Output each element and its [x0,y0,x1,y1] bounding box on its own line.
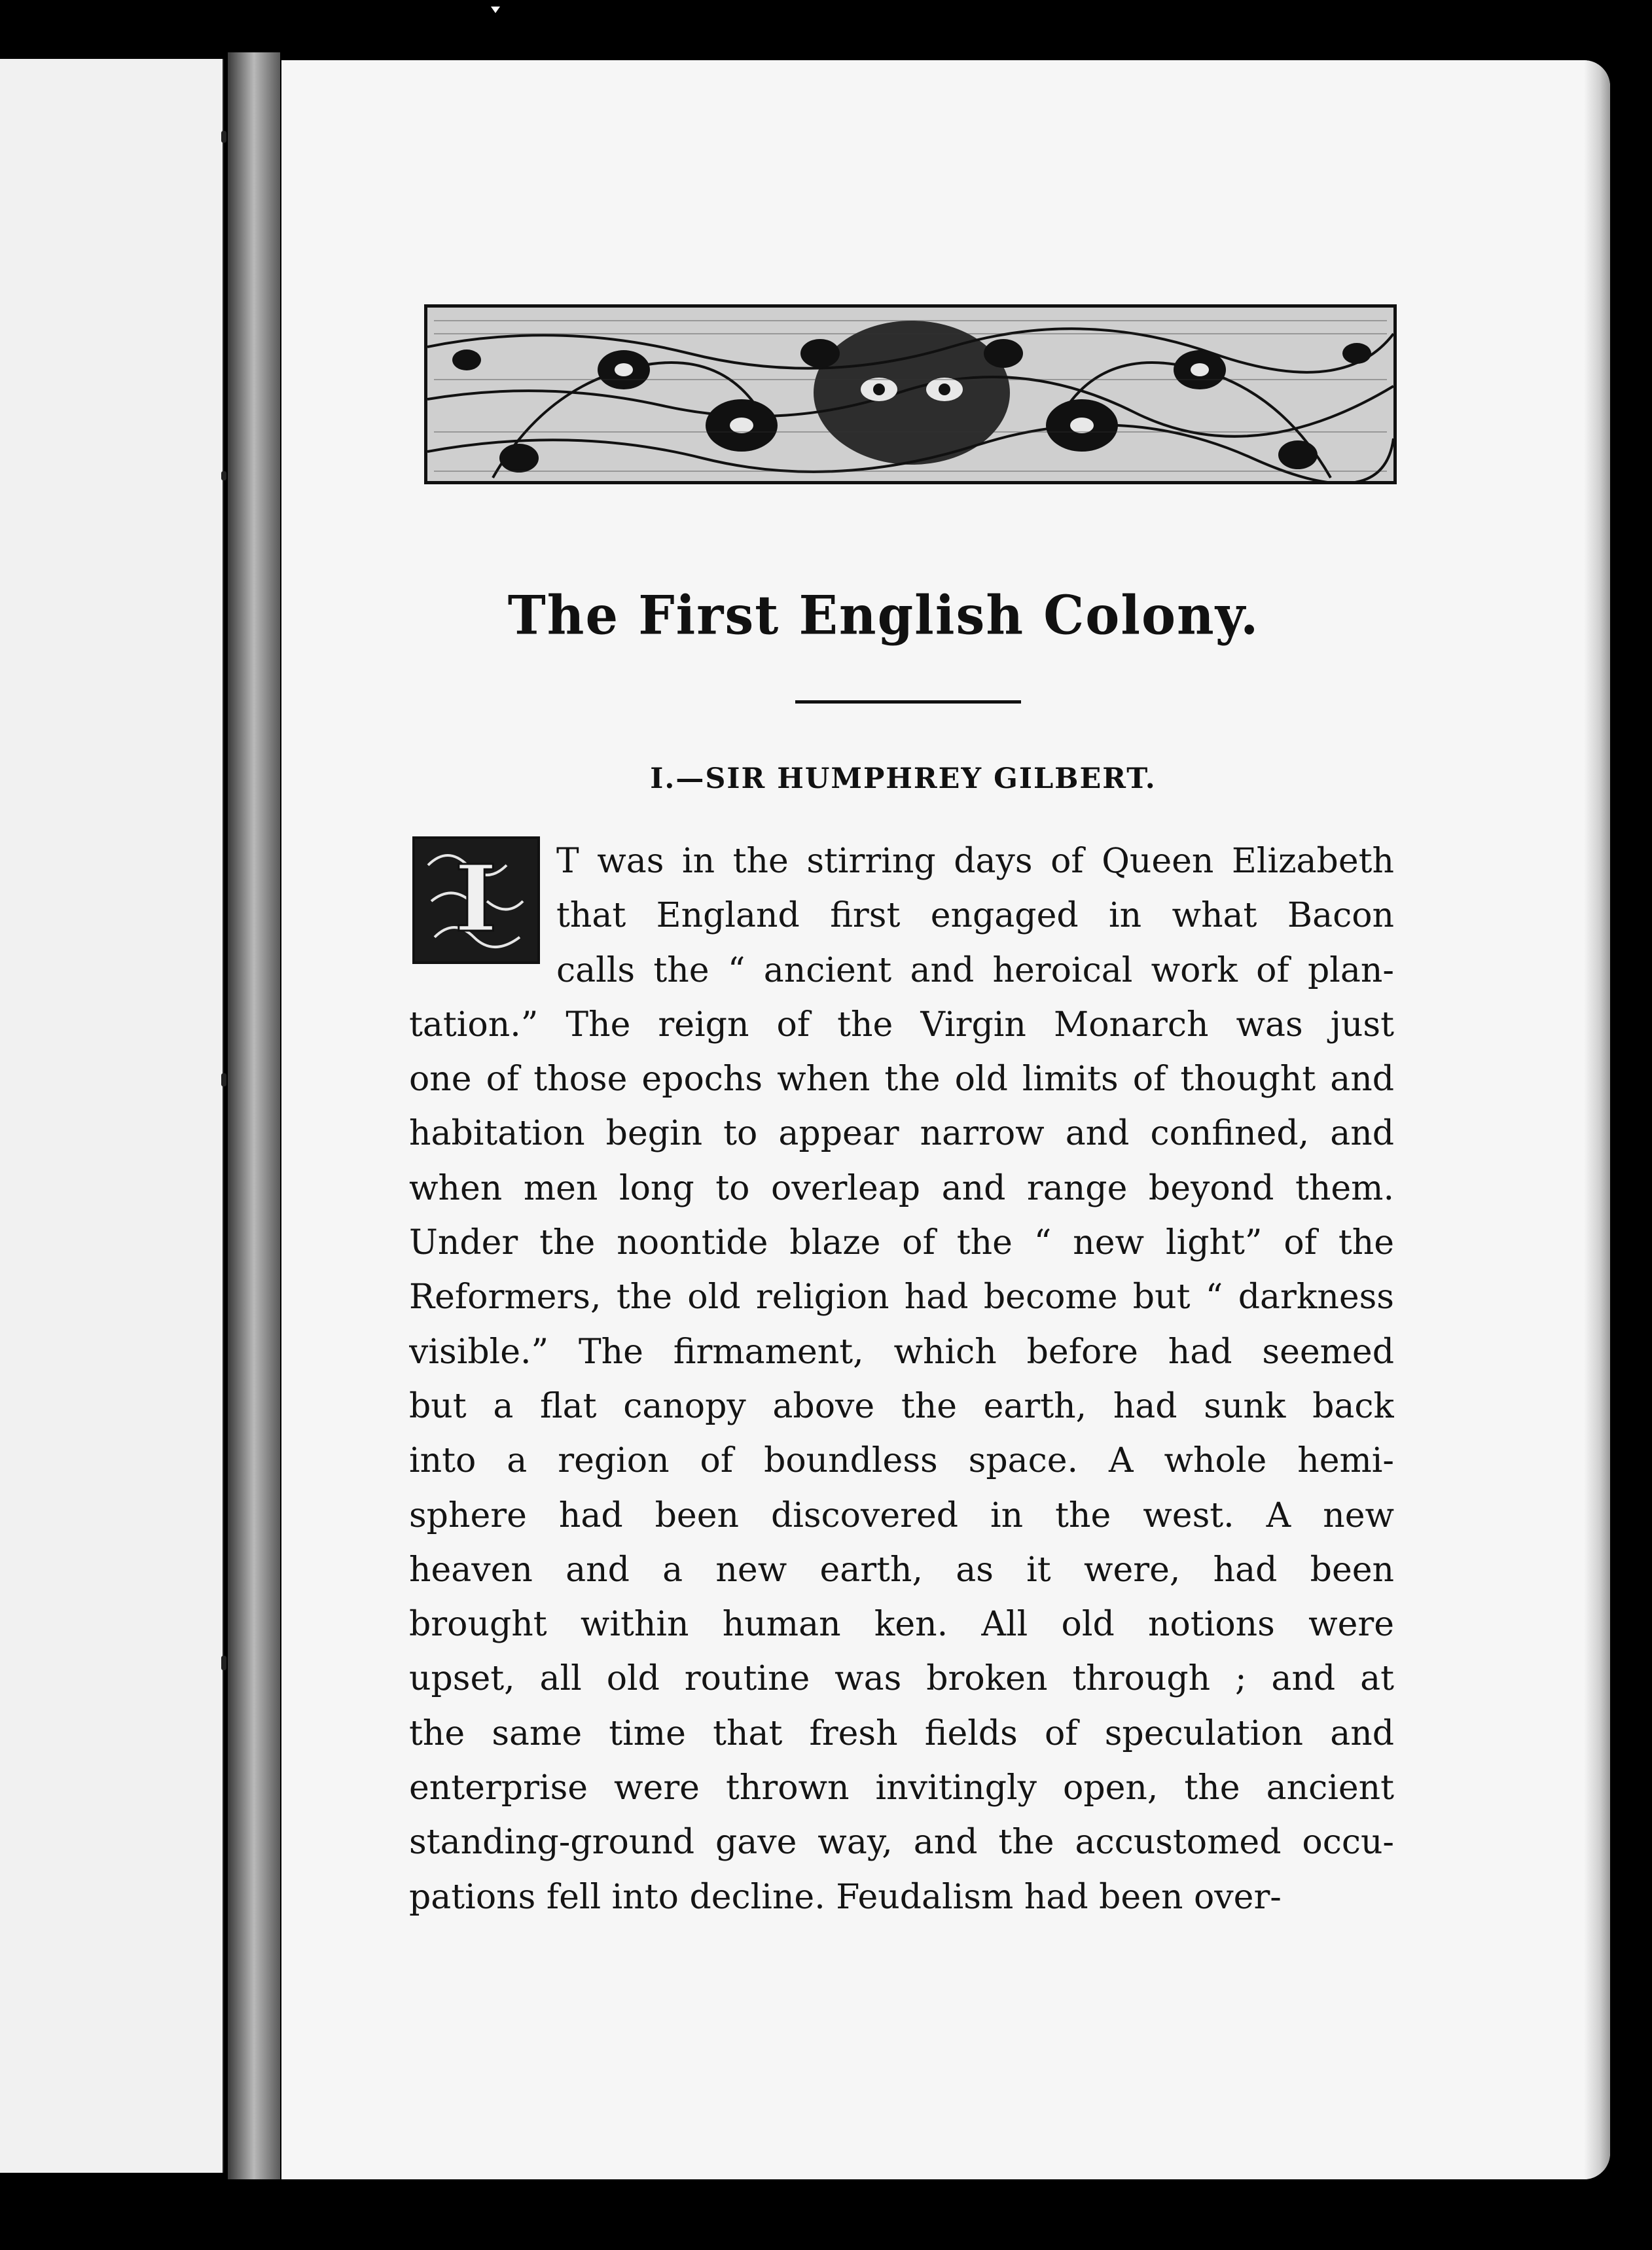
text-line: but a flat canopy above the earth, had sunk back [409,1386,1394,1426]
drop-cap-letter: I [454,846,497,953]
text-line: enterprise were thrown invitingly open, the ancient [409,1768,1394,1808]
body-text [409,834,1394,1925]
text-line: into a region of boundless space. A whole hemi- [409,1441,1394,1481]
text-line: pations fell into decline. Feudalism had been over- [409,1877,1282,1917]
text-line: Reformers, the old religion had become but “ darkness [409,1277,1394,1317]
text-line: brought within human ken. All old notions were [409,1605,1394,1645]
scan-mark [491,7,500,13]
text-line: habitation begin to appear narrow and confined, and [409,1114,1394,1154]
text-line: that England first engaged in what Bacon [556,896,1394,936]
margin-speck [221,1656,226,1670]
text-line: T was in the stirring days of Queen Elizabeth [556,842,1394,881]
text-line: one of those epochs when the old limits of thought and [409,1060,1394,1099]
margin-speck [221,471,226,480]
text-line: standing-ground gave way, and the accustomed occu- [409,1823,1394,1863]
chapter-title: The First English Colony. [507,584,1260,647]
text-line: when men long to overleap and range beyond them. [409,1168,1394,1208]
text-line: tation.” The reign of the Virgin Monarch was just [409,1005,1394,1045]
page-edge [1584,60,1610,2179]
text-line: calls the “ ancient and heroical work of plan- [556,950,1394,990]
headpiece-ornament [424,304,1397,484]
text-line: heaven and a new earth, as it were, had been [409,1550,1394,1590]
book-gutter [228,52,280,2179]
text-line: Under the noontide blaze of the “ new light” of the [409,1223,1394,1263]
woodcut-foliage-icon [427,308,1393,481]
margin-speck [221,131,226,143]
text-line: upset, all old routine was broken through ; and at [409,1659,1394,1699]
left-page [0,59,224,2173]
margin-speck [221,1073,226,1086]
section-heading: I.—SIR HUMPHREY GILBERT. [650,762,1157,795]
text-line: the same time that fresh fields of speculation and [409,1713,1394,1753]
title-rule [795,700,1021,704]
text-line: visible.” The firmament, which before had seemed [409,1332,1394,1372]
text-line: sphere had been discovered in the west. A new [409,1495,1394,1535]
